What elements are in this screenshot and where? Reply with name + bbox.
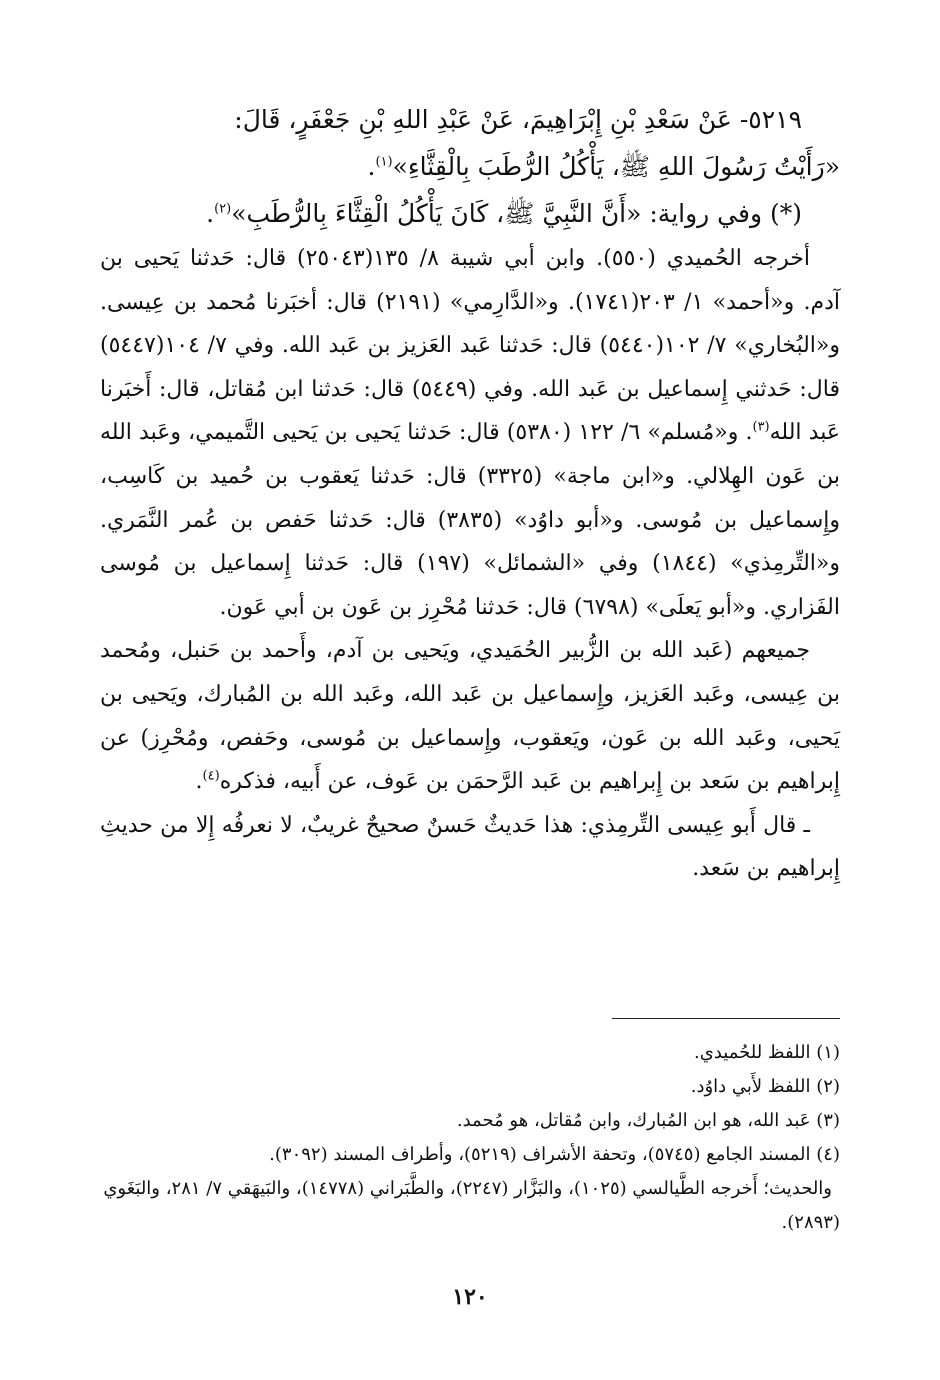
- tirmidhi-paragraph: [100, 804, 840, 891]
- narrators-paragraph: [100, 629, 840, 803]
- variant-text: (*) وفي رواية: «أَنَّ النَّبِيَّ ﷺ، كَانَ يَأْكُلُ الْقِثَّاءَ بِالرُّطَبِ»: [231, 199, 802, 228]
- footnote-ref-4[interactable]: (٤): [202, 768, 220, 784]
- footnote-ref-2[interactable]: (٢): [214, 201, 232, 217]
- footnote-separator: [612, 1018, 840, 1019]
- footnote-ref-1[interactable]: (١): [375, 154, 393, 170]
- variant-text-end: .: [206, 199, 215, 228]
- hadith-variant: [100, 190, 840, 237]
- hadith-text: «رَأَيْتُ رَسُولَ اللهِ ﷺ، يَأْكُلُ الرُّطَبَ بِالْقِثَّاءِ»: [392, 152, 840, 181]
- narrators-text: جميعهم (عَبد الله بن الزُّبير الحُمَيدي، ويَحيى بن آدم، وأَحمد بن حَنبل، ومُحمد بن عِيسى، وعَبد العَزيز، وإِسماعيل بن عَبد الله، وعَبد الله بن المُبارك، ويَحيى بن يَحيى، وعَبد الله بن عَون، ويَعقوب، وإِسماعيل بن مُوسى، وحَفص، ومُحْرِز) عن إِبراهيم بن سَعد بن إِبراهيم بن عَبد الرَّحمَن بن عَوف، عن أَبيه، فذكره: [100, 638, 840, 795]
- tirmidhi-text: ـ قال أَبو عِيسى التِّرمِذي: هذا حَديثٌ حَسنٌ صحيحٌ غريبٌ، لا نعرفُه إِلا من حديثِ إِبراهيم بن سَعد.: [100, 812, 840, 882]
- footnote-1: (١) اللفظ للحُميدي.: [694, 1042, 840, 1063]
- narrators-text-end: .: [195, 769, 203, 795]
- hadith-line-2: [100, 143, 840, 190]
- takhrij-text: أخرجه الحُميدي (٥٥٠). وابن أبي شيبة ٨/ ١٣٥(٢٥٠٤٣) قال: حَدثنا يَحيى بن آدم. و«أحمد» ١/ ٢٠٣(١٧٤١). و«الدَّارِمي» (٢١٩١) قال: أخبَرنا مُحمد بن عِيسى. و«البُخاري» ٧/ ١٠٢(٥٤٤٠) قال: حَدثنا عَبد العَزيز بن عَبد الله. وفي ٧/ ١٠٤(٥٤٤٧) قال: حَدثني إِسماعيل بن عَبد الله. وفي (٥٤٤٩) قال: حَدثنا ابن مُقاتل، قال: أَخبَرنا عَبد الله: [100, 246, 841, 446]
- footnotes: [100, 1036, 840, 1240]
- takhrij-paragraph: [100, 237, 840, 629]
- takhrij-text: . و«مُسلم» ٦/ ١٢٢ (٥٣٨٠) قال: حَدثنا يَحيى بن يَحيى التَّميمي، وعَبد الله بن عَون الهِلالي. و«ابن ماجة» (٣٣٢٥) قال: حَدثنا يَعقوب بن حُميد بن كَاسِب، وإِسماعيل بن مُوسى. و«أبو داوُد» (٣٨٣٥) قال: حَدثنا حَفص بن عُمر النَّمَري. و«التِّرمِذي» (١٨٤٤) وفي «الشمائل» (١٩٧) قال: حَدثنا إِسماعيل بن مُوسى الفَزاري. و«أبو يَعلَى» (٦٧٩٨) قال: حَدثنا مُحْرِز بن عَون بن أبي عَون.: [100, 420, 840, 620]
- page-number: ١٢٠: [452, 1284, 488, 1310]
- hadith-text: ٥٢١٩- عَنْ سَعْدِ بْنِ إِبْرَاهِيمَ، عَنْ عَبْدِ اللهِ بْنِ جَعْفَرٍ، قَالَ:: [234, 105, 802, 134]
- footnote-4: (٤) المسند الجامع (٥٧٤٥)، وتحفة الأشراف (٥٢١٩)، وأطراف المسند (٣٠٩٢).: [269, 1144, 840, 1165]
- hadith-line-1: [100, 96, 840, 143]
- footnote-ref-3[interactable]: (٣): [752, 420, 770, 436]
- hadith-text-end: .: [367, 152, 376, 181]
- footnote-4-continuation: والحديث؛ أَخرجه الطَّيالسي (١٠٢٥)، والبَزَّار (٢٢٤٧)، والطَّبَراني (١٤٧٧٨)، والبَيهَقي ٧/ ٢٨١، والبَغَوي (٢٨٩٣).: [103, 1178, 840, 1233]
- footnote-2: (٢) اللفظ لأَبي داوُد.: [690, 1076, 840, 1097]
- footnote-3: (٣) عَبد الله، هو ابن المُبارك، وابن مُقاتل، هو مُحمد.: [456, 1110, 840, 1131]
- main-text: [100, 96, 840, 891]
